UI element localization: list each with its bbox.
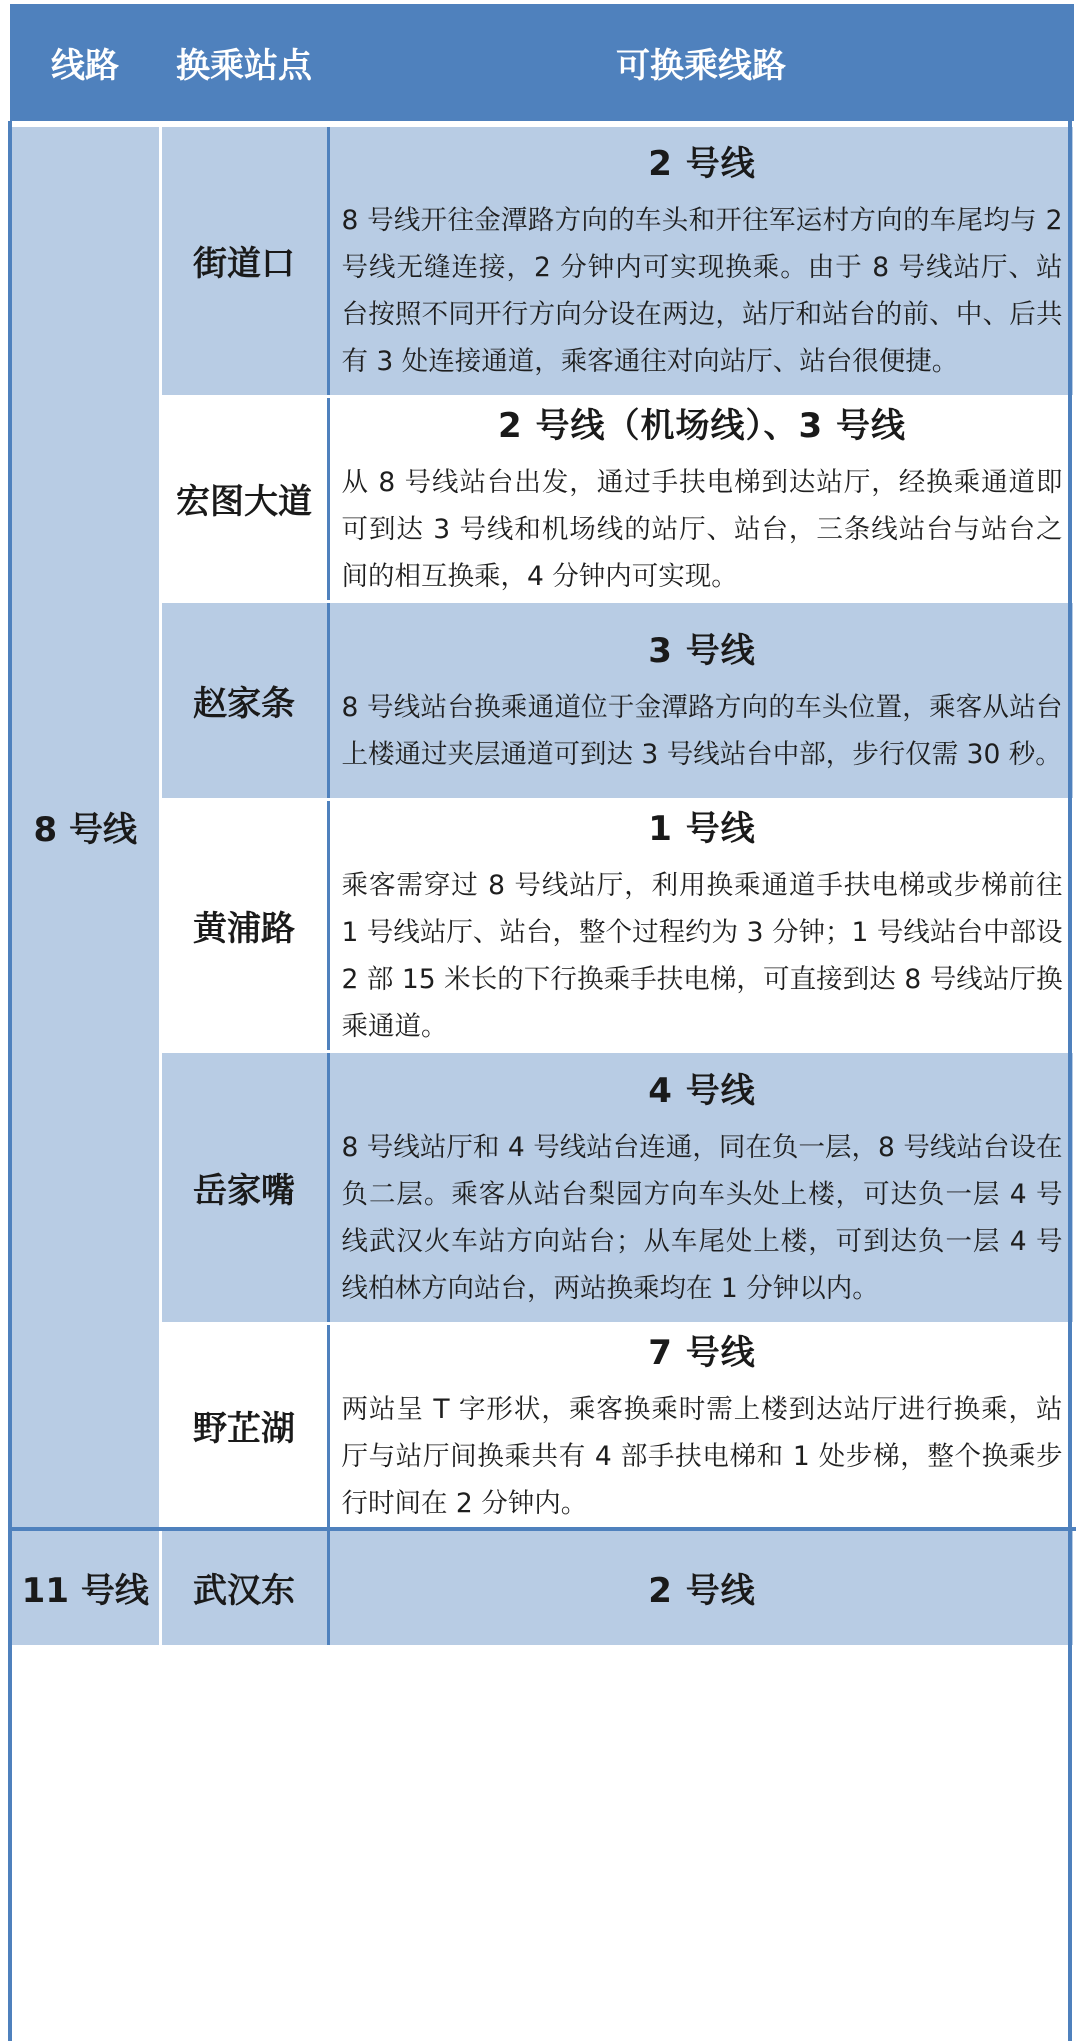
desc-cell xyxy=(328,799,1074,1051)
table-row xyxy=(10,396,1074,601)
station-cell: 宏图大道 xyxy=(160,396,328,601)
transfer-description: 乘客需穿过 8 号线站厅，利用换乘通道手扶电梯或步梯前往 1 号线站厅、站台，整个过程约为 3 分钟；1 号线站台中部设 2 部 15 米长的下行换乘手扶电梯，可直接到达 8 号线站厅换乘通道。 xyxy=(341,869,1063,1042)
header-station: 换乘站点 xyxy=(160,4,328,124)
transfer-description: 两站呈 T 字形状，乘客换乘时需上楼到达站厅进行换乘，站厅与站厅间换乘共有 4 部手扶电梯和 1 处步梯，整个换乘步行时间在 2 分钟内。 xyxy=(341,1393,1063,1519)
station-cell: 野芷湖 xyxy=(160,1323,328,1529)
table-row xyxy=(10,124,1074,396)
table-row xyxy=(10,1323,1074,1529)
station-cell: 岳家嘴 xyxy=(160,1051,328,1323)
header-line: 线路 xyxy=(10,4,160,124)
transfer-lines-title: 4 号线 xyxy=(648,1070,756,1111)
table-row xyxy=(10,1529,1074,1647)
station-cell: 武汉东 xyxy=(160,1529,328,1647)
desc-cell xyxy=(328,601,1074,799)
table-right-border xyxy=(1068,121,1072,2041)
table-header-row xyxy=(10,4,1074,124)
transfer-lines-title: 2 号线 xyxy=(648,1571,756,1612)
table-row xyxy=(10,799,1074,1051)
transfer-lines-title: 7 号线 xyxy=(648,1332,756,1373)
desc-cell xyxy=(328,1051,1074,1323)
line-cell-11: 11 号线 xyxy=(10,1529,160,1647)
station-cell: 黄浦路 xyxy=(160,799,328,1051)
desc-cell xyxy=(328,1529,1074,1647)
line-cell-8: 8 号线 xyxy=(10,124,160,1529)
transfer-lines-title: 2 号线（机场线）、3 号线 xyxy=(498,405,906,446)
transfer-lines-title: 1 号线 xyxy=(648,808,756,849)
header-transfer-lines: 可换乘线路 xyxy=(328,4,1074,124)
station-cell: 赵家条 xyxy=(160,601,328,799)
table-left-border xyxy=(8,121,12,2041)
table-row xyxy=(10,601,1074,799)
transfer-description: 8 号线站厅和 4 号线站台连通，同在负一层，8 号线站台设在负二层。乘客从站台梨园方向车头处上楼，可达负一层 4 号线武汉火车站方向站台；从车尾处上楼，可到达负一层 4 号线柏林方向站台，两站换乘均在 1 分钟以内。 xyxy=(341,1131,1063,1304)
transfer-description: 8 号线开往金潭路方向的车头和开往军运村方向的车尾均与 2 号线无缝连接，2 分钟内可实现换乘。由于 8 号线站厅、站台按照不同开行方向分设在两边，站厅和站台的前、中、后共有 3 处连接通道，乘客通往对向站厅、站台很便捷。 xyxy=(341,205,1063,378)
transfer-lines-title: 3 号线 xyxy=(648,630,756,671)
desc-cell xyxy=(328,396,1074,601)
transfer-description: 8 号线站台换乘通道位于金潭路方向的车头位置，乘客从站台上楼通过夹层通道可到达 3 号线站台中部，步行仅需 30 秒。 xyxy=(341,691,1063,770)
transfer-table xyxy=(8,4,1076,1648)
desc-cell xyxy=(328,124,1074,396)
station-cell: 街道口 xyxy=(160,124,328,396)
transfer-description: 从 8 号线站台出发，通过手扶电梯到达站厅，经换乘通道即可到达 3 号线和机场线的站厅、站台，三条线站台与站台之间的相互换乘，4 分钟内可实现。 xyxy=(341,466,1063,592)
table-row xyxy=(10,1051,1074,1323)
desc-cell xyxy=(328,1323,1074,1529)
transfer-lines-title: 2 号线 xyxy=(648,144,756,185)
